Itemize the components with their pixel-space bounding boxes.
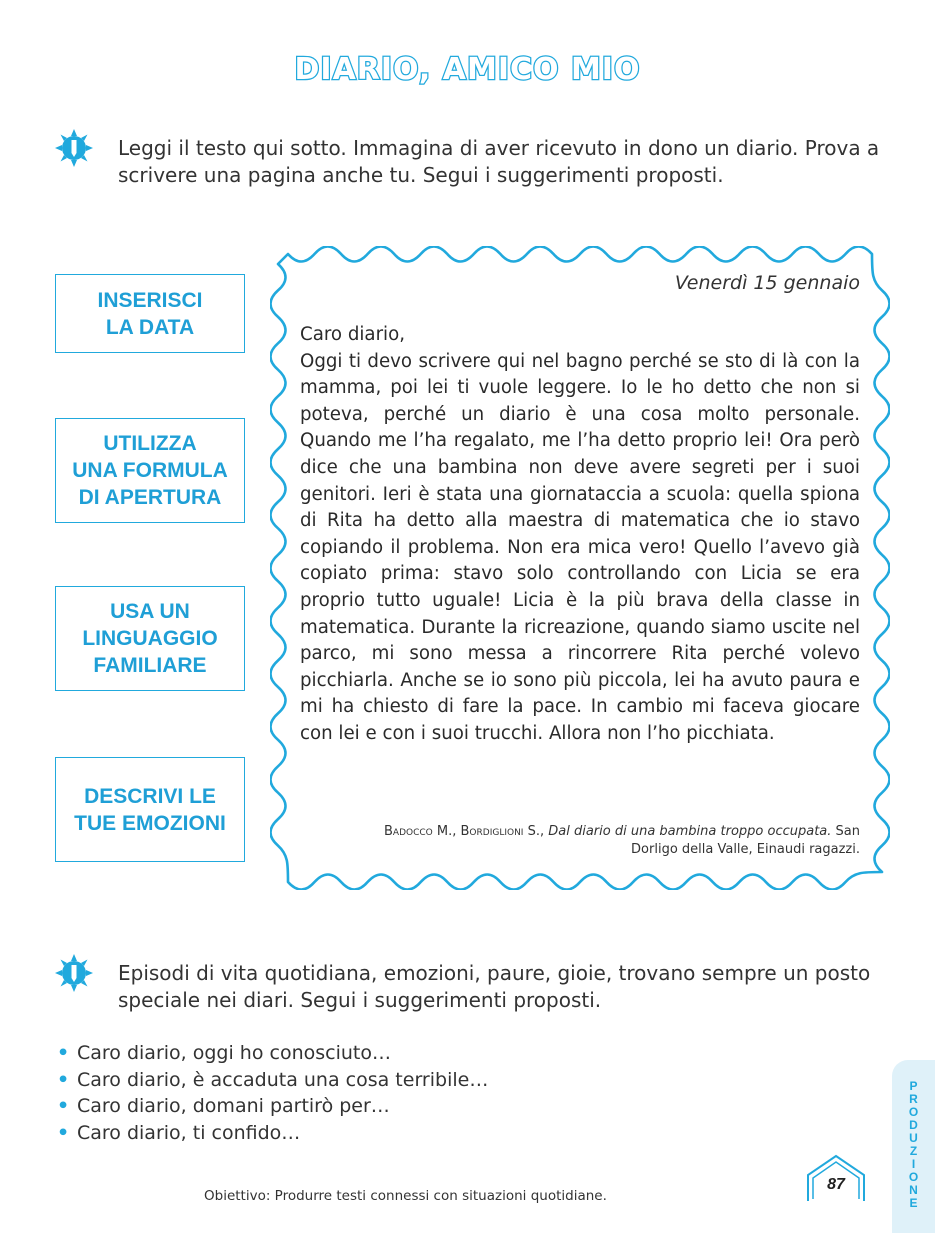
prompt-text: Caro diario, oggi ho conosciuto… bbox=[77, 1042, 391, 1064]
bullet: • bbox=[57, 1121, 70, 1144]
tab-letter: U bbox=[909, 1131, 918, 1145]
citation-publisher: San Dorligo della Valle, Einaudi ragazzi. bbox=[631, 824, 860, 857]
footer-objective: Obiettivo: Produrre testi connessi con situazioni quotidiane. bbox=[204, 1188, 607, 1204]
prompt-list bbox=[55, 1040, 488, 1146]
label-line: INSERISCI bbox=[97, 288, 203, 312]
tab-letter: P bbox=[909, 1079, 918, 1093]
tab-letter: O bbox=[908, 1170, 919, 1184]
section-tab bbox=[892, 1060, 935, 1233]
section-tab-label bbox=[892, 1080, 935, 1210]
list-item bbox=[55, 1093, 488, 1120]
diary-date: Venerdì 15 gennaio bbox=[674, 272, 860, 294]
prompt-text: Caro diario, è accaduta una cosa terribile… bbox=[77, 1068, 489, 1091]
page-number: 87 bbox=[827, 1176, 845, 1193]
diary-body: Oggi ti devo scrivere qui nel bagno perché se sto di là con la mamma, poi lei ti vuole leggere. Io le ho detto che non si poteva, perché un diario è una cosa molto personale. Quando me l’ha regalato, me l’ha detto proprio lei! Ora però dice che una bambina non deve avere segreti per i suoi genitori. Ieri è stata una giornataccia a scuola: quella spiona di Rita ha detto alla maestra di matematica che io stavo copiando il problema. Non era mica vero! Quello l’avevo già copiato prima: stavo solo controllando con Licia se era proprio tutto uguale! Licia è la più brava della classe in matematica. Durante la ricreazione, quando siamo uscite nel parco, mi sono messa a rincorrere Rita perché volevo picchiarla. Anche se io sono più piccola, lei ha avuto paura e mi ha chiesto di fare la pace. In cambio mi faceva giocare con lei e con i suoi trucchi. Allora non l’ho picchiata. bbox=[300, 350, 860, 744]
tab-letter: D bbox=[909, 1118, 918, 1132]
label-opening-formula bbox=[55, 418, 245, 523]
list-item bbox=[55, 1040, 488, 1067]
page-title: DIARIO, AMICO MIO bbox=[294, 52, 641, 87]
label-line: FAMILIARE bbox=[93, 654, 207, 677]
diary-text bbox=[300, 322, 860, 748]
label-line: LA DATA bbox=[105, 315, 195, 339]
tab-letter: E bbox=[909, 1196, 918, 1210]
tab-letter: R bbox=[909, 1092, 918, 1106]
sun-pencil-badge-icon bbox=[54, 128, 94, 168]
citation-book: Dal diario di una bambina troppo occupata. bbox=[548, 824, 832, 839]
label-line: DI APERTURA bbox=[78, 486, 222, 509]
tab-letter: Z bbox=[909, 1144, 918, 1158]
tab-letter: O bbox=[908, 1105, 919, 1119]
citation bbox=[340, 823, 860, 859]
diary-salutation: Caro diario, bbox=[300, 324, 406, 345]
list-item bbox=[55, 1120, 488, 1147]
bullet: • bbox=[57, 1095, 70, 1117]
prompt-text: Caro diario, domani partirò per… bbox=[77, 1095, 390, 1117]
label-line: TUE EMOZIONI bbox=[74, 811, 226, 835]
tab-letter: N bbox=[909, 1183, 918, 1197]
label-familiar-language bbox=[55, 586, 245, 691]
bullet: • bbox=[57, 1042, 70, 1064]
label-describe-emotions bbox=[55, 757, 245, 862]
instruction-text: Episodi di vita quotidiana, emozioni, paure, gioie, trovano sempre un posto speciale nei diari. Segui i suggerimenti proposti. bbox=[118, 961, 871, 1012]
label-insert-date bbox=[55, 274, 245, 353]
label-line: DESCRIVI LE bbox=[84, 784, 216, 808]
citation-authors: Badocco M., Bordiglioni S., bbox=[384, 824, 545, 839]
list-item bbox=[55, 1067, 488, 1094]
tab-letter: I bbox=[911, 1157, 916, 1171]
prompt-text: Caro diario, ti confido… bbox=[77, 1121, 301, 1144]
label-line: LINGUAGGIO bbox=[82, 627, 218, 650]
sun-pencil-badge-icon bbox=[54, 953, 94, 993]
label-line: USA UN bbox=[110, 600, 190, 623]
instruction-text: Leggi il testo qui sotto. Immagina di aver ricevuto in dono un diario. Prova a scrivere una pagina anche tu. Segui i suggerimenti proposti. bbox=[118, 136, 880, 187]
label-line: UNA FORMULA bbox=[72, 459, 228, 482]
label-line: UTILIZZA bbox=[103, 432, 197, 455]
bullet: • bbox=[57, 1068, 70, 1091]
